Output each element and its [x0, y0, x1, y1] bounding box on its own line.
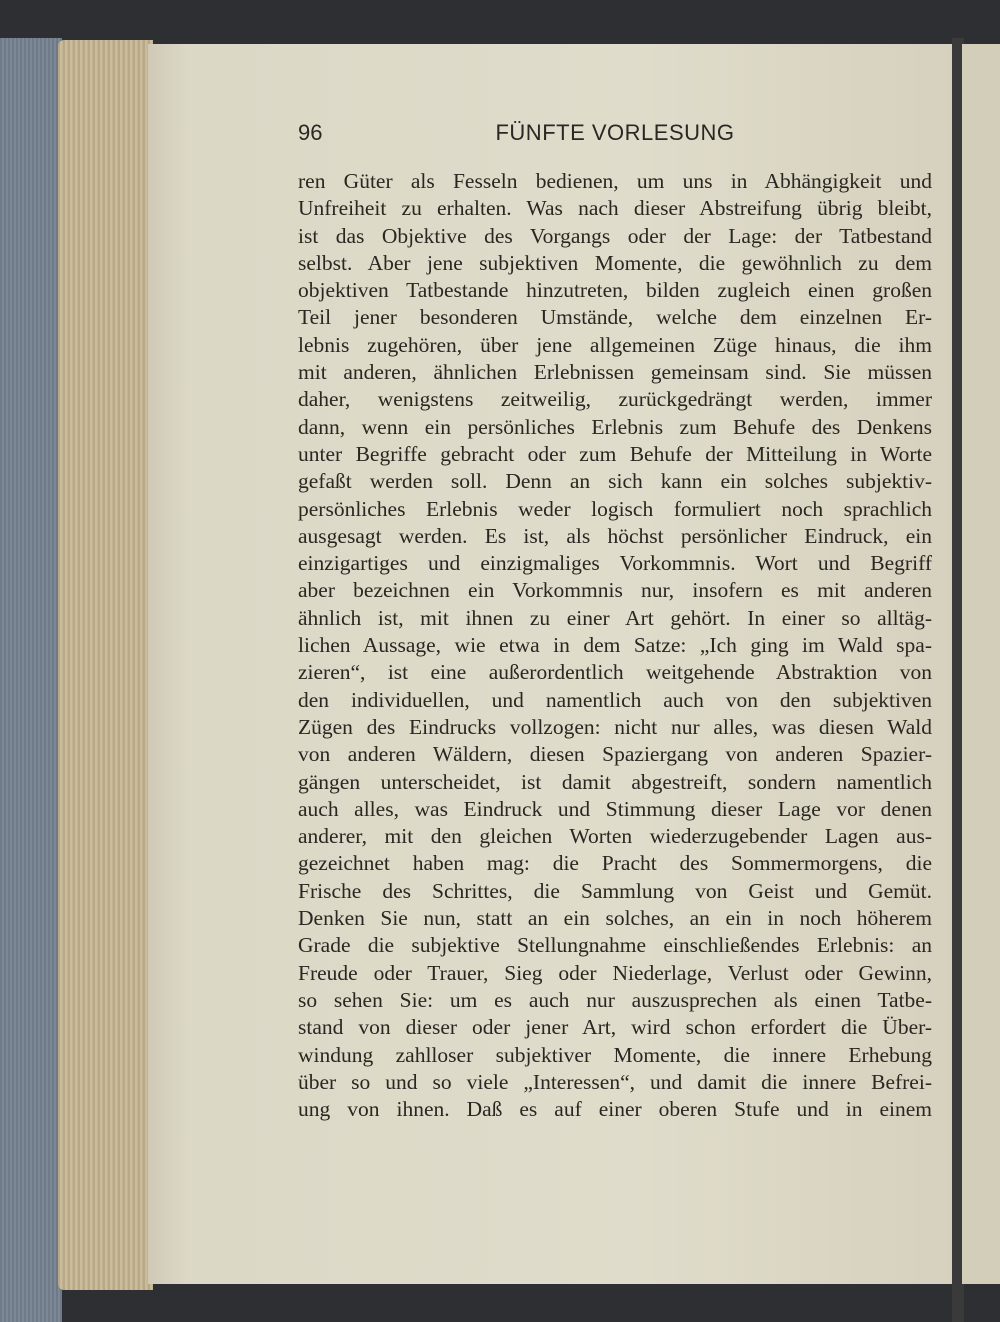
page-number: 96 [298, 120, 323, 145]
text-line: ren Güter als Fesseln bedienen, um uns in Abhängigkeit und [298, 169, 932, 193]
text-line: lebnis zugehören, über jene allgemeinen Züge hinaus, die ihm [298, 332, 932, 357]
body-text [298, 168, 932, 1123]
page-edges [58, 40, 153, 1290]
book-spine-cover [0, 38, 62, 1322]
text-line: Unfreiheit zu erhalten. Was nach dieser Abstreifung übrig bleibt, [298, 196, 932, 221]
text-line: ähnlich ist, mit ihnen zu einer Art gehört. In einer so alltäg- [298, 605, 932, 630]
text-line: von anderen Wäldern, diesen Spaziergang von anderen Spazier- [298, 742, 932, 767]
text-line: mit anderen, ähnlichen Erlebnissen gemeinsam sind. Sie müssen [298, 360, 932, 385]
text-line: anderer, mit den gleichen Worten wiederzugebender Lagen aus- [298, 824, 932, 849]
text-line: unter Begriffe gebracht oder zum Behufe der Mitteilung in Worte [298, 441, 932, 466]
text-line: ausgesagt werden. Es ist, als höchst persönlicher Eindruck, ein [298, 523, 932, 548]
text-line: ist das Objektive des Vorgangs oder der Lage: der Tatbestand [298, 223, 932, 248]
text-line: Teil jener besonderen Umstände, welche dem einzelnen Er- [298, 305, 932, 330]
facing-page-edge [962, 44, 1000, 1284]
text-line: Freude oder Trauer, Sieg oder Niederlage, Verlust oder Gewinn, [298, 960, 932, 985]
text-line: aber bezeichnen ein Vorkommnis nur, insofern es mit anderen [298, 578, 932, 603]
text-line: gefaßt werden soll. Denn an sich kann ein solches subjektiv- [298, 469, 932, 494]
text-line: windung zahlloser subjektiver Momente, die innere Erhebung [298, 1042, 932, 1067]
text-line: persönliches Erlebnis weder logisch formuliert noch sprachlich [298, 496, 932, 521]
text-line: lichen Aussage, wie etwa in dem Satze: „Ich ging im Wald spa- [298, 633, 932, 658]
running-title: FÜNFTE VORLESUNG [495, 120, 735, 145]
text-line: objektiven Tatbestande hinzutreten, bilden zugleich einen großen [298, 278, 932, 303]
text-line: dann, wenn ein persönliches Erlebnis zum Behufe des Denkens [298, 414, 932, 439]
text-line: zieren“, ist eine außerordentlich weitgehende Abstraktion von [298, 660, 932, 685]
text-line: gezeichnet haben mag: die Pracht des Sommermorgens, die [298, 851, 932, 876]
text-line: stand von dieser oder jener Art, wird schon erfordert die Über- [298, 1015, 932, 1040]
text-line: Grade die subjektive Stellungnahme einschließendes Erlebnis: an [298, 933, 932, 958]
text-line: daher, wenigstens zeitweilig, zurückgedrängt werden, immer [298, 387, 932, 412]
text-line: selbst. Aber jene subjektiven Momente, die gewöhnlich zu dem [298, 250, 932, 275]
text-line: den individuellen, und namentlich auch von den subjektiven [298, 687, 932, 712]
text-line: über so und so viele „Interessen“, und damit die innere Befrei- [298, 1069, 932, 1094]
text-line: gängen unterscheidet, ist damit abgestreift, sondern namentlich [298, 769, 932, 794]
text-line: so sehen Sie: um es auch nur auszusprechen als einen Tatbe- [298, 987, 932, 1012]
page-header [298, 120, 932, 150]
text-line: Zügen des Eindrucks vollzogen: nicht nur alles, was diesen Wald [298, 714, 932, 739]
text-line: Frische des Schrittes, die Sammlung von Geist und Gemüt. [298, 878, 932, 903]
text-line: ung von ihnen. Daß es auf einer oberen Stufe und in einem [298, 1097, 932, 1122]
text-line: auch alles, was Eindruck und Stimmung dieser Lage vor denen [298, 796, 932, 821]
text-line: einzigartiges und einzigmaliges Vorkommnis. Wort und Begriff [298, 551, 932, 576]
text-line: Denken Sie nun, statt an ein solches, an ein in noch höherem [298, 906, 932, 931]
